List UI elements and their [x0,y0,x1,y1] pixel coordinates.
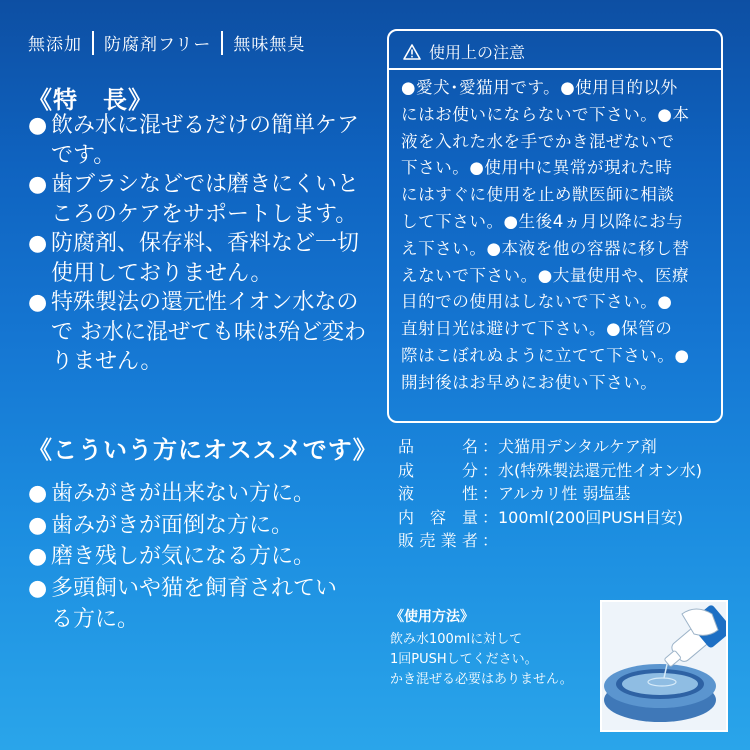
spec-label [398,529,478,553]
spec-label-char: 名 [461,437,478,456]
spec-label [398,482,478,506]
bullet-icon: ● [28,290,48,315]
recommend-heading: 《こういう方にオススメです》 [28,436,378,464]
bullet-icon: ● [28,512,48,538]
spec-value: ： [482,531,499,550]
features-list [28,111,373,377]
list-item [28,288,373,377]
caution-divider [389,68,721,70]
spec-label-char: 分 [461,460,478,480]
spec-label-char: 販 [398,531,415,550]
warning-icon [403,44,421,60]
recommend-list [28,478,358,636]
recommend-text: 多頭飼いや猫を飼育されている方に。 [51,575,338,632]
tag-divider [92,31,94,55]
feature-tags [28,30,305,55]
spec-value: ：アルカリ性 弱塩基 [482,484,631,503]
list-item [28,541,358,573]
tag-preservative-free: 防腐剤フリー [104,35,212,55]
tag-tasteless-odorless: 無味無臭 [233,35,306,55]
spec-label-char: 液 [398,484,415,503]
bullet-icon: ● [28,481,48,506]
spec-label-char: 売 [419,531,436,550]
spec-row [398,506,702,530]
recommend-text: 歯みがきが出来ない方に。 [51,481,316,506]
spec-row [398,435,702,459]
bowl-illustration [600,600,728,732]
feature-text: 防腐剤、保存料、香料など一切使用しておりません。 [51,231,360,286]
recommend-text: 歯みがきが面倒な方に。 [51,512,294,538]
bullet-icon: ● [28,172,48,197]
feature-text: 飲み水に混ぜるだけの簡単ケアです。 [51,113,360,168]
spec-label [398,435,478,459]
bullet-icon: ● [28,575,48,601]
bullet-icon: ● [28,544,48,569]
list-item [28,510,358,542]
list-item [28,170,373,229]
spec-label-char: 品 [398,437,415,456]
list-item [28,478,358,510]
bullet-icon: ● [28,113,48,138]
spec-label [398,459,478,483]
caution-title-row [403,40,525,63]
spec-value: ：水(特殊製法還元性イオン水) [482,460,703,480]
list-item [28,111,373,170]
water-bowl-icon [602,602,726,730]
bullet-icon: ● [28,231,48,256]
usage-title: 《使用方法》 [390,609,474,625]
spec-label-char: 内 [398,507,415,527]
spec-label-char: 容 [429,507,446,527]
tag-additive-free: 無添加 [28,35,82,55]
usage-body: 飲み水100mlに対して 1回PUSHしてください。 かき混ぜる必要はありません。 [390,632,573,687]
spec-label-char: 業 [440,531,457,550]
list-item [28,229,373,288]
caution-body: ●愛犬･愛猫用です。●使用目的以外 にはお使いにならないで下さい。●本 液を入れた水を手でかき混ぜないで 下さい。●使用中に異常が現れた時 にはすぐに使用を止め獣医師に相談 して下さい。●生後4ヵ月以降にお与 え下さい。●本液を他の容器に移し替 えないで下さい。●大量使用や、医療 目的での使用はしないで下さい。● 直射日光は避けて下さい。●保管の 際はこぼれぬように立てて下さい。● 開封後はお早めにお使い下さい。 [401,78,690,392]
spec-label-char: 性 [461,484,478,503]
feature-text: 特殊製法の還元性イオン水なので お水に混ぜても味は殆ど変わりません。 [51,290,366,374]
spec-label [398,506,478,530]
caution-box [387,29,723,423]
product-spec [398,435,702,553]
list-item [28,573,358,636]
spec-value: ：犬猫用デンタルケア剤 [482,437,657,456]
caution-title: 使用上の注意 [429,43,526,62]
spec-row [398,529,702,553]
recommend-text: 磨き残しが気になる方に。 [51,544,316,569]
spec-label-char: 量 [461,507,478,527]
spec-row [398,459,702,483]
spec-label-char: 者 [461,531,478,550]
spec-label-char: 成 [398,460,415,480]
spec-value: ：100ml(200回PUSH目安) [482,507,684,527]
spec-row [398,482,702,506]
tag-divider [221,31,223,55]
features-heading: 《特 長》 [28,86,153,114]
feature-text: 歯ブラシなどでは磨きにくいところのケアをサポートします。 [51,172,360,227]
